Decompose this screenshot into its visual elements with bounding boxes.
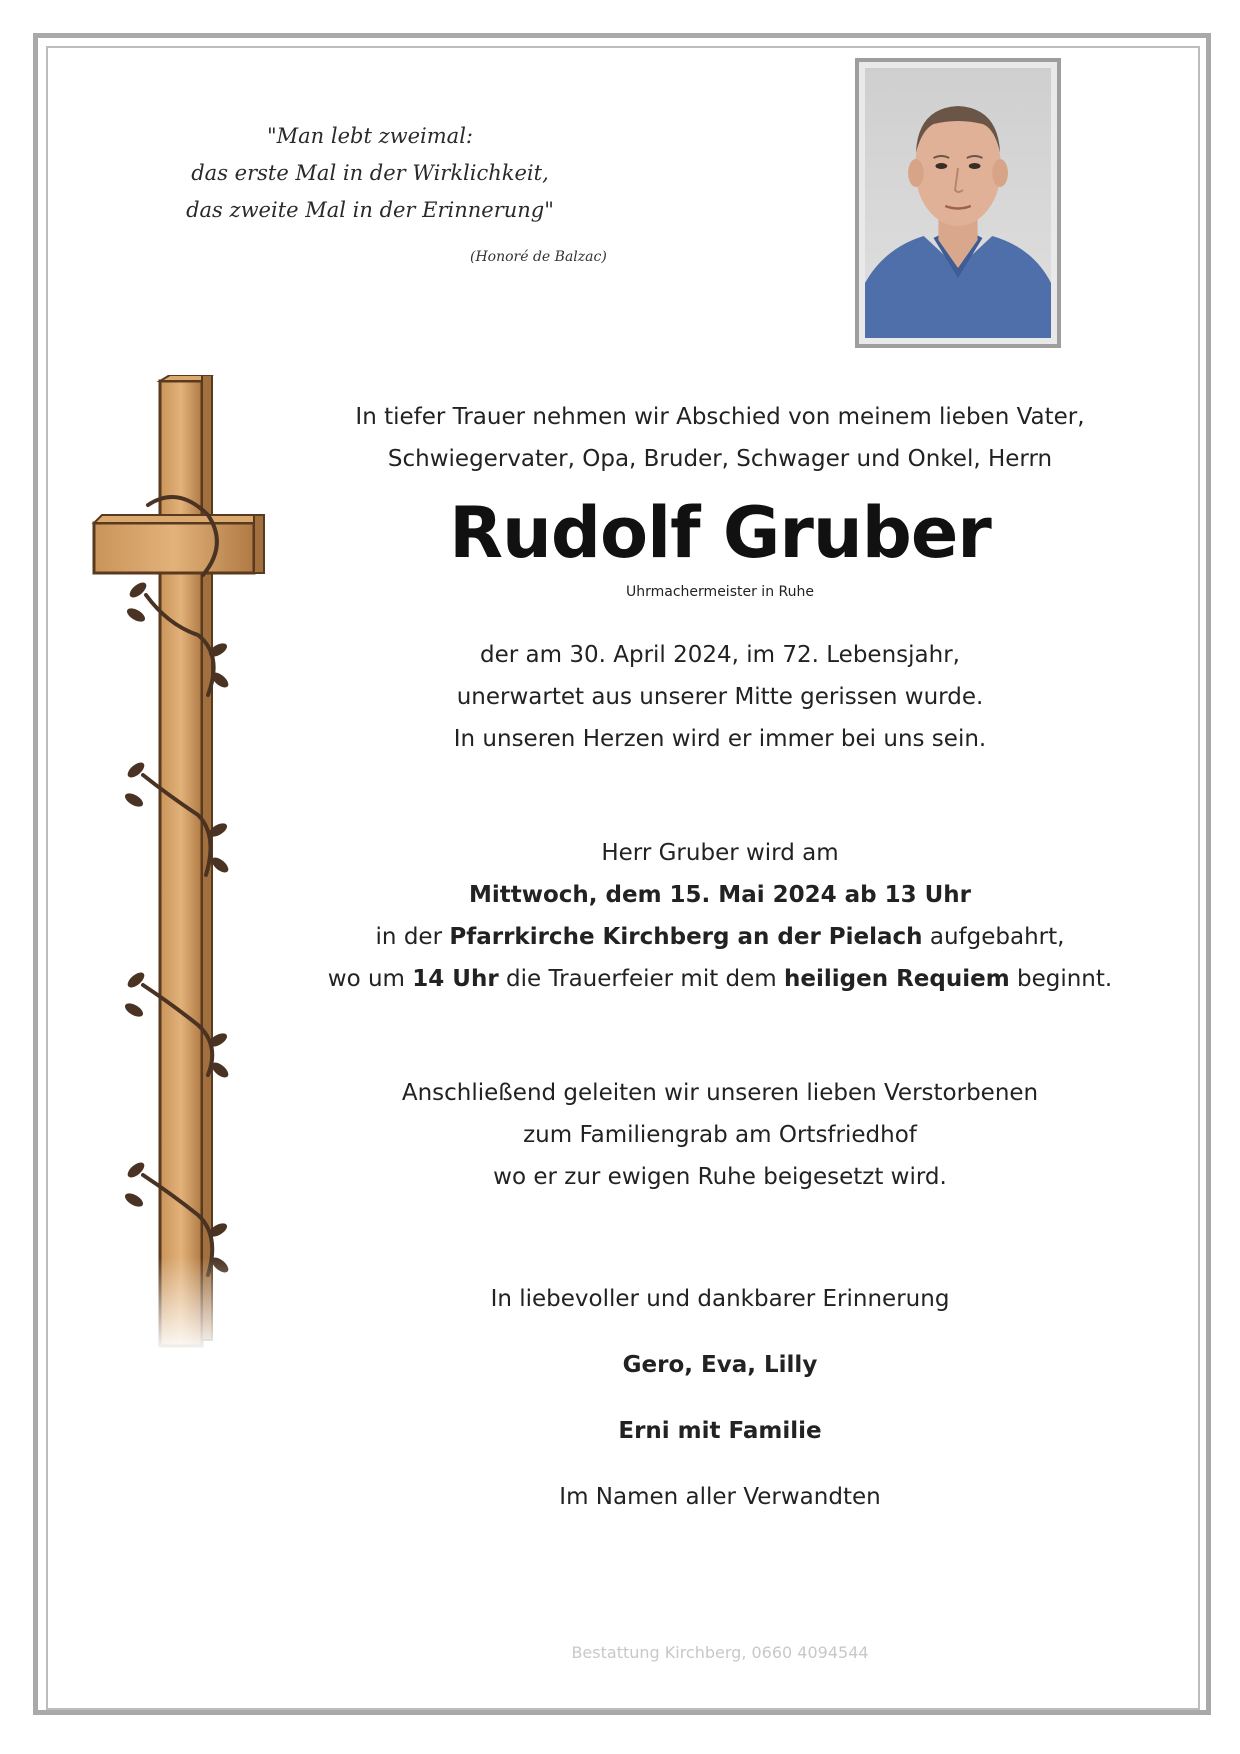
family-names-2: Erni mit Familie bbox=[618, 1418, 822, 1444]
burial-line-1: Anschließend geleiten wir unseren lieben Verstorbenen bbox=[401, 1080, 1039, 1106]
service-time-pre: wo um bbox=[327, 966, 413, 992]
burial-line-3: wo er zur ewigen Ruhe beigesetzt wird. bbox=[493, 1164, 947, 1190]
death-line-2: unerwartet aus unserer Mitte gerissen wurde. bbox=[456, 684, 984, 710]
service-time bbox=[320, 958, 1120, 1000]
service-block bbox=[320, 832, 1120, 1000]
quote-block bbox=[170, 118, 570, 229]
deceased-title: Uhrmachermeister in Ruhe bbox=[626, 584, 814, 600]
burial-block bbox=[320, 1072, 1120, 1198]
portrait-image bbox=[865, 68, 1051, 338]
announcement-text bbox=[320, 396, 1120, 1518]
intro-line-1: In tiefer Trauer nehmen wir Abschied von meinem lieben Vater, bbox=[355, 404, 1085, 430]
service-church: Pfarrkirche Kirchberg an der Pielach bbox=[449, 924, 923, 950]
closing-block bbox=[320, 1278, 1120, 1518]
portrait-photo bbox=[855, 58, 1061, 348]
family-line-1 bbox=[320, 1344, 1120, 1386]
service-requiem: heiligen Requiem bbox=[784, 966, 1010, 992]
family-names-1: Gero, Eva, Lilly bbox=[622, 1352, 818, 1378]
death-line-1: der am 30. April 2024, im 72. Lebensjahr, bbox=[480, 642, 960, 668]
closing-line-4: Im Namen aller Verwandten bbox=[559, 1484, 881, 1510]
closing-line-1: In liebevoller und dankbarer Erinnerung bbox=[490, 1286, 950, 1312]
quote-line-3: das zweite Mal in der Erinnerung" bbox=[186, 198, 554, 222]
death-line-3: In unseren Herzen wird er immer bei uns sein. bbox=[453, 726, 987, 752]
service-location bbox=[320, 916, 1120, 958]
burial-line-2: zum Familiengrab am Ortsfriedhof bbox=[523, 1122, 917, 1148]
service-time-bold: 14 Uhr bbox=[412, 966, 499, 992]
footer-funeral-home: Bestattung Kirchberg, 0660 4094544 bbox=[571, 1643, 869, 1662]
cross-icon bbox=[88, 375, 278, 1355]
quote-line-2: das erste Mal in der Wirklichkeit, bbox=[191, 161, 549, 185]
family-line-2 bbox=[320, 1410, 1120, 1452]
service-location-post: aufgebahrt, bbox=[922, 924, 1065, 950]
service-location-pre: in der bbox=[375, 924, 450, 950]
service-time-mid: die Trauerfeier mit dem bbox=[498, 966, 784, 992]
service-line-1: Herr Gruber wird am bbox=[601, 840, 839, 866]
service-date-bold: Mittwoch, dem 15. Mai 2024 ab 13 Uhr bbox=[468, 882, 972, 908]
service-time-post: beginnt. bbox=[1009, 966, 1113, 992]
service-date bbox=[320, 874, 1120, 916]
quote-line-1: "Man lebt zweimal: bbox=[267, 124, 473, 148]
death-block bbox=[320, 634, 1120, 760]
deceased-name: Rudolf Gruber bbox=[449, 492, 991, 574]
quote-author: (Honoré de Balzac) bbox=[470, 249, 607, 265]
intro-line-2: Schwiegervater, Opa, Bruder, Schwager und Onkel, Herrn bbox=[387, 446, 1053, 472]
